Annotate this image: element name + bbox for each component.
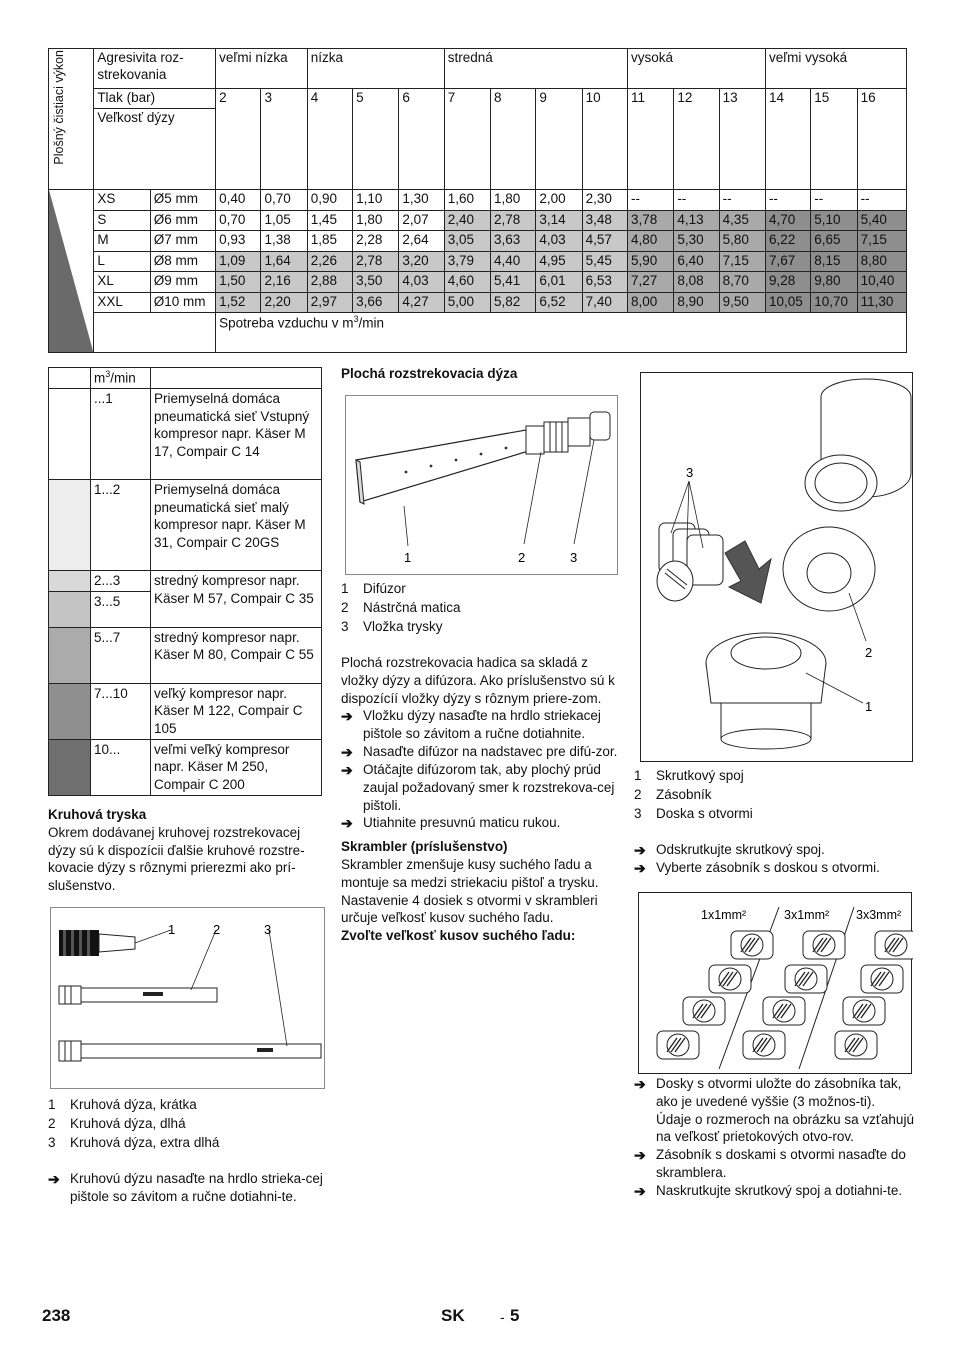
air-consumption-value: 7,67 — [765, 251, 810, 272]
arrow-icon: ➔ — [341, 708, 353, 725]
table-row — [49, 292, 907, 313]
perforated-plate — [875, 931, 913, 959]
air-consumption-value: 10,40 — [857, 272, 906, 293]
scrambler-instructions-2 — [634, 1075, 914, 1200]
flow-range: ...1 — [91, 389, 151, 480]
fig3-label-2: 2 — [865, 645, 873, 660]
instruction-item: ➔ Nasaďte difúzor na nadstavec pre difú-zor. — [341, 744, 618, 761]
nozzle-diameter: Ø5 mm — [150, 190, 215, 211]
shade-swatch — [49, 591, 91, 627]
nozzle-size: XXL — [94, 292, 150, 313]
aggressiveness-level: stredná — [444, 49, 627, 89]
air-consumption-value: 3,79 — [444, 251, 490, 272]
air-consumption-value: 2,00 — [536, 190, 582, 211]
air-consumption-value: 0,90 — [307, 190, 352, 211]
perforated-plate — [709, 965, 751, 993]
pressure-value: 6 — [399, 89, 444, 190]
performance-wedge — [49, 190, 94, 353]
air-consumption-value: 4,35 — [719, 210, 765, 231]
plate-label-3x1: 3x1mm² — [784, 908, 830, 922]
air-consumption-value: 10,70 — [811, 292, 857, 313]
vertical-label-cell — [49, 49, 94, 190]
plate-arrangement-figure — [638, 892, 912, 1074]
air-consumption-value: 1,60 — [444, 190, 490, 211]
pressure-value: 3 — [261, 89, 307, 190]
round-nozzle-heading: Kruhová tryska — [48, 807, 147, 822]
round-nozzle-figure — [50, 907, 325, 1089]
air-consumption-value: 3,63 — [491, 231, 536, 252]
air-consumption-value: 6,40 — [674, 251, 719, 272]
flat-nozzle-heading-block — [341, 365, 621, 383]
ice-size-heading: Zvoľte veľkosť kusov suchého ľadu: — [341, 928, 576, 944]
air-consumption-value: 2,64 — [399, 231, 444, 252]
air-consumption-value: 4,40 — [491, 251, 536, 272]
legend-item: 1 Difúzor — [341, 581, 406, 596]
perforated-plate — [785, 965, 827, 993]
table-row — [49, 683, 322, 739]
air-consumption-value: 2,30 — [582, 190, 627, 211]
air-consumption-value: 3,14 — [536, 210, 582, 231]
pressure-value: 8 — [491, 89, 536, 190]
nozzle-diameter: Ø7 mm — [150, 231, 215, 252]
air-consumption-value: 4,13 — [674, 210, 719, 231]
perforated-plate — [763, 997, 805, 1025]
shade-swatch — [49, 739, 91, 795]
round-nozzle-legend — [48, 1095, 323, 1152]
air-consumption-value: 6,01 — [536, 272, 582, 293]
shade-swatch — [49, 480, 91, 571]
pressure-value: 12 — [674, 89, 719, 190]
arrow-icon: ➔ — [634, 842, 646, 858]
air-consumption-value: 4,70 — [765, 210, 810, 231]
section-page-number: 5 — [510, 1306, 520, 1325]
air-consumption-value: 7,15 — [857, 231, 906, 252]
plate-label-3x3: 3x3mm² — [856, 908, 902, 922]
air-consumption-value: 4,27 — [399, 292, 444, 313]
flow-range: 3...5 — [91, 591, 151, 627]
air-consumption-value: 5,82 — [491, 292, 536, 313]
table-row — [49, 389, 322, 480]
nozzle-diameter: Ø10 mm — [150, 292, 215, 313]
air-consumption-value: 1,30 — [399, 190, 444, 211]
air-consumption-value: 2,28 — [353, 231, 399, 252]
aggressiveness-level: vysoká — [628, 49, 766, 89]
air-consumption-value: -- — [628, 190, 674, 211]
wedge-shape — [49, 190, 93, 352]
fig1-label-3: 3 — [264, 922, 272, 937]
instruction-item: ➔ Zásobník s doskami s otvormi nasaďte do skramblera. — [634, 1147, 906, 1181]
instruction-item: ➔ Utiahnite presuvnú maticu rukou. — [341, 815, 561, 832]
flat-nozzle-legend — [341, 579, 621, 636]
air-consumption-value: 5,41 — [491, 272, 536, 293]
aggressiveness-level: veľmi nízka — [216, 49, 308, 89]
table-row — [49, 571, 322, 592]
air-consumption-value: 3,20 — [399, 251, 444, 272]
air-consumption-value: 2,16 — [261, 272, 307, 293]
air-consumption-value: 4,57 — [582, 231, 627, 252]
air-consumption-value: 5,30 — [674, 231, 719, 252]
flow-range: 2...3 — [91, 571, 151, 592]
aggressiveness-label: Agresivita roz-strekovania — [94, 49, 216, 89]
arrow-icon: ➔ — [341, 815, 353, 832]
air-consumption-value: 2,07 — [399, 210, 444, 231]
perforated-plate — [683, 997, 725, 1025]
air-consumption-value: 1,05 — [261, 210, 307, 231]
plate-arrangement-drawing — [639, 893, 913, 1075]
air-consumption-value: 1,50 — [216, 272, 261, 293]
nozzle-size: XL — [94, 272, 150, 293]
nozzle-size: S — [94, 210, 150, 231]
nozzle-diameter: Ø8 mm — [150, 251, 215, 272]
table-row — [49, 210, 907, 231]
perforated-plate — [731, 931, 773, 959]
pressure-value: 5 — [353, 89, 399, 190]
perforated-plate — [657, 1031, 699, 1059]
air-consumption-value: 4,80 — [628, 231, 674, 252]
flat-nozzle-text: Plochá rozstrekovacia hadica sa skladá z vložky dýzy a difúzora. Ako príslušenstvo sú k dispozícíí vložky dýzy s rôznym priere-zom. — [341, 655, 615, 706]
shade-swatch — [49, 389, 91, 480]
fig1-label-1: 1 — [168, 922, 176, 937]
fig1-label-2: 2 — [213, 922, 221, 937]
instruction-item: ➔ Odskrutkujte skrutkový spoj. — [634, 842, 825, 858]
flow-unit-header: $m^3/\min$ — [91, 368, 151, 389]
air-consumption-value: 1,09 — [216, 251, 261, 272]
air-consumption-value: 2,97 — [307, 292, 352, 313]
air-consumption-value: 2,26 — [307, 251, 352, 272]
arrow-icon: ➔ — [634, 1182, 646, 1199]
aggressiveness-level: veľmi vysoká — [765, 49, 906, 89]
fig3-label-1: 1 — [865, 699, 873, 714]
instruction-item: ➔ Dosky s otvormi uložte do zásobníka tak, ako je uvedené vyššie (3 možnos-ti). Údaje o rozmeroch na obrázku sa vzťahujú na veľkosť prietokových otvo-rov. — [634, 1076, 914, 1145]
air-consumption-value: -- — [857, 190, 906, 211]
scrambler-text: Skrambler zmenšuje kusy suchého ľadu a montuje sa medzi striekaciu pištoľ a trysku. Nastavenie 4 dosiek s otvormi v skrambleri určuje veľkosť kusov suchého ľadu. — [341, 856, 599, 926]
air-consumption-value: 9,50 — [719, 292, 765, 313]
air-consumption-value: 1,45 — [307, 210, 352, 231]
legend-item: 2 Kruhová dýza, dlhá — [48, 1116, 186, 1132]
air-consumption-value: 1,52 — [216, 292, 261, 313]
air-consumption-value: 5,40 — [857, 210, 906, 231]
page-number: 238 — [42, 1306, 71, 1325]
air-consumption-value: 1,85 — [307, 231, 352, 252]
air-consumption-value: 8,90 — [674, 292, 719, 313]
flow-range: 5...7 — [91, 627, 151, 683]
flow-range: 7...10 — [91, 683, 151, 739]
air-consumption-value: 2,88 — [307, 272, 352, 293]
instruction-item: ➔ Naskrutkujte skrutkový spoj a dotiahni-te. — [634, 1182, 903, 1199]
instruction-item: ➔ Kruhovú dýzu nasaďte na hrdlo strieka-cej pištole so závitom a ručne dotiahni-te. — [48, 1171, 323, 1204]
nozzle-size: L — [94, 251, 150, 272]
air-consumption-value: 1,80 — [491, 190, 536, 211]
round-nozzles-drawing — [51, 908, 326, 1090]
air-consumption-value: 2,78 — [353, 251, 399, 272]
pressure-value: 7 — [444, 89, 490, 190]
footer-separator: - — [500, 1309, 505, 1325]
legend-item: 2 Zásobník — [634, 787, 712, 803]
air-consumption-value: -- — [719, 190, 765, 211]
legend-item: 1 Skrutkový spoj — [634, 768, 744, 783]
flat-nozzle-heading: Plochá rozstrekovacia dýza — [341, 366, 518, 381]
fig3-label-3: 3 — [686, 465, 694, 480]
pressure-value: 14 — [765, 89, 810, 190]
air-consumption-value: 5,90 — [628, 251, 674, 272]
language-code: SK — [441, 1306, 465, 1325]
flow-range: 1...2 — [91, 480, 151, 571]
legend-item: 3 Doska s otvormi — [634, 806, 753, 822]
air-consumption-value: 4,95 — [536, 251, 582, 272]
perforated-plate — [743, 1031, 785, 1059]
compressor-description: Priemyselná domáca pneumatická sieť malý kompresor napr. Käser M 31, Compair C 20GS — [151, 480, 322, 571]
flat-nozzle-text-block — [341, 654, 619, 945]
scrambler-instructions-1 — [634, 841, 914, 877]
air-consumption-value: 3,05 — [444, 231, 490, 252]
air-consumption-value: 5,80 — [719, 231, 765, 252]
legend-item: 1 Kruhová dýza, krátka — [48, 1097, 197, 1112]
air-consumption-value: 3,78 — [628, 210, 674, 231]
air-consumption-value: 1,80 — [353, 210, 399, 231]
air-consumption-value: 2,78 — [491, 210, 536, 231]
arrow-icon: ➔ — [48, 1171, 60, 1187]
air-consumption-value: 4,03 — [536, 231, 582, 252]
air-consumption-value: -- — [811, 190, 857, 211]
fig2-label-2: 2 — [518, 550, 526, 565]
air-consumption-label: Spotreba vzduchu v $m^3/\min$ — [216, 313, 907, 353]
fig2-label-1: 1 — [404, 550, 412, 565]
air-consumption-value: 6,22 — [765, 231, 810, 252]
arrow-icon: ➔ — [341, 761, 353, 778]
aggressiveness-level: nízka — [307, 49, 444, 89]
air-consumption-value: 3,50 — [353, 272, 399, 293]
pressure-label: Tlak (bar) — [94, 89, 216, 109]
air-consumption-value: 6,53 — [582, 272, 627, 293]
cleaning-performance-table — [48, 48, 907, 353]
table-row — [49, 251, 907, 272]
air-consumption-value: 3,48 — [582, 210, 627, 231]
air-consumption-value: 8,70 — [719, 272, 765, 293]
air-consumption-value: 7,27 — [628, 272, 674, 293]
pressure-value: 10 — [582, 89, 627, 190]
air-consumption-value: 9,28 — [765, 272, 810, 293]
pressure-value: 15 — [811, 89, 857, 190]
air-consumption-value: 6,65 — [811, 231, 857, 252]
nozzle-diameter: Ø6 mm — [150, 210, 215, 231]
air-consumption-value: 9,80 — [811, 272, 857, 293]
shade-swatch — [49, 627, 91, 683]
air-consumption-value: 0,70 — [216, 210, 261, 231]
air-consumption-value: 4,03 — [399, 272, 444, 293]
shade-swatch — [49, 571, 91, 592]
air-consumption-value: 1,38 — [261, 231, 307, 252]
instruction-item: ➔ Otáčajte difúzorom tak, aby plochý prúd zaujal požadovaný smer k rozstrekova-cej pištoli. — [341, 761, 615, 813]
air-consumption-value: 8,08 — [674, 272, 719, 293]
scrambler-heading: Skrambler (príslušenstvo) — [341, 839, 508, 855]
nozzle-diameter: Ø9 mm — [150, 272, 215, 293]
air-consumption-value: 6,52 — [536, 292, 582, 313]
flow-range: 10... — [91, 739, 151, 795]
air-consumption-value: -- — [765, 190, 810, 211]
shade-swatch — [49, 683, 91, 739]
compressor-description: veľký kompresor napr. Käser M 122, Compair C 105 — [151, 683, 322, 739]
instruction-item: ➔ Vyberte zásobník s doskou s otvormi. — [634, 859, 880, 876]
arrow-icon: ➔ — [634, 859, 646, 876]
air-consumption-value: 10,05 — [765, 292, 810, 313]
column-round-nozzle — [48, 806, 323, 895]
legend-item: 2 Nástrčná matica — [341, 600, 461, 616]
air-consumption-value: 8,15 — [811, 251, 857, 272]
compressor-table — [48, 367, 322, 796]
compressor-description: veľmi veľký kompresor napr. Käser M 250, Compair C 200 — [151, 739, 322, 795]
arrow-icon: ➔ — [634, 1147, 646, 1164]
air-consumption-value: 0,93 — [216, 231, 261, 252]
air-consumption-value: 7,40 — [582, 292, 627, 313]
air-consumption-value: 3,66 — [353, 292, 399, 313]
round-nozzle-text: Okrem dodávanej kruhovej rozstrekovacej dýzy sú k dispozícii ďalšie kruhové rozstre-kovacie dýzy s rôznymi prierezmi ako prí-slušenstvo. — [48, 824, 305, 894]
air-consumption-value: 5,00 — [444, 292, 490, 313]
compressor-description: stredný kompresor napr. Käser M 80, Compair C 55 — [151, 627, 322, 683]
air-consumption-value: 1,64 — [261, 251, 307, 272]
table-row — [49, 272, 907, 293]
table-row — [49, 231, 907, 252]
pressure-value: 4 — [307, 89, 352, 190]
cleaning-performance-label: Plošný čistiaci výkon — [52, 50, 66, 165]
compressor-description: Priemyselná domáca pneumatická sieť Vstupný kompresor napr. Käser M 17, Compair C 14 — [151, 389, 322, 480]
air-consumption-value: 2,40 — [444, 210, 490, 231]
pressure-value: 9 — [536, 89, 582, 190]
air-consumption-value: 5,45 — [582, 251, 627, 272]
scrambler-drawing — [641, 373, 914, 763]
air-consumption-value: 5,10 — [811, 210, 857, 231]
table-row — [49, 480, 322, 571]
pressure-value: 11 — [628, 89, 674, 190]
arrow-icon: ➔ — [634, 1076, 646, 1092]
perforated-plate — [861, 965, 903, 993]
table-row — [49, 739, 322, 795]
nozzle-size: XS — [94, 190, 150, 211]
air-consumption-value: 11,30 — [857, 292, 906, 313]
legend-item: 3 Vložka trysky — [341, 619, 443, 635]
pressure-value: 13 — [719, 89, 765, 190]
pressure-value: 2 — [216, 89, 261, 190]
air-consumption-value: 1,10 — [353, 190, 399, 211]
scrambler-figure — [640, 372, 913, 762]
air-consumption-value: -- — [674, 190, 719, 211]
air-consumption-value: 8,80 — [857, 251, 906, 272]
nozzle-size: M — [94, 231, 150, 252]
table-row — [49, 627, 322, 683]
round-nozzle-instructions — [48, 1170, 323, 1206]
pressure-value: 16 — [857, 89, 906, 190]
legend-item: 3 Kruhová dýza, extra dlhá — [48, 1135, 220, 1151]
perforated-plate — [803, 931, 845, 959]
fig2-label-3: 3 — [570, 550, 578, 565]
scrambler-legend — [634, 766, 914, 823]
air-consumption-value: 4,60 — [444, 272, 490, 293]
air-consumption-value: 0,70 — [261, 190, 307, 211]
air-consumption-value: 8,00 — [628, 292, 674, 313]
plate-label-1x1: 1x1mm² — [701, 908, 747, 922]
air-consumption-value: 0,40 — [216, 190, 261, 211]
perforated-plate — [843, 997, 885, 1025]
air-consumption-value: 2,20 — [261, 292, 307, 313]
flat-nozzle-figure — [345, 395, 618, 575]
flat-nozzle-drawing — [346, 396, 619, 576]
instruction-item: ➔ Vložku dýzy nasaďte na hrdlo striekacej pištole so závitom a ručne dotiahnite. — [341, 708, 601, 742]
perforated-plate — [835, 1031, 877, 1059]
table-row — [49, 190, 907, 211]
air-consumption-value: 7,15 — [719, 251, 765, 272]
nozzle-size-label: Veľkosť dýzy — [94, 109, 216, 190]
arrow-icon: ➔ — [341, 744, 353, 761]
compressor-description: stredný kompresor napr. Käser M 57, Compair C 35 — [151, 571, 322, 628]
